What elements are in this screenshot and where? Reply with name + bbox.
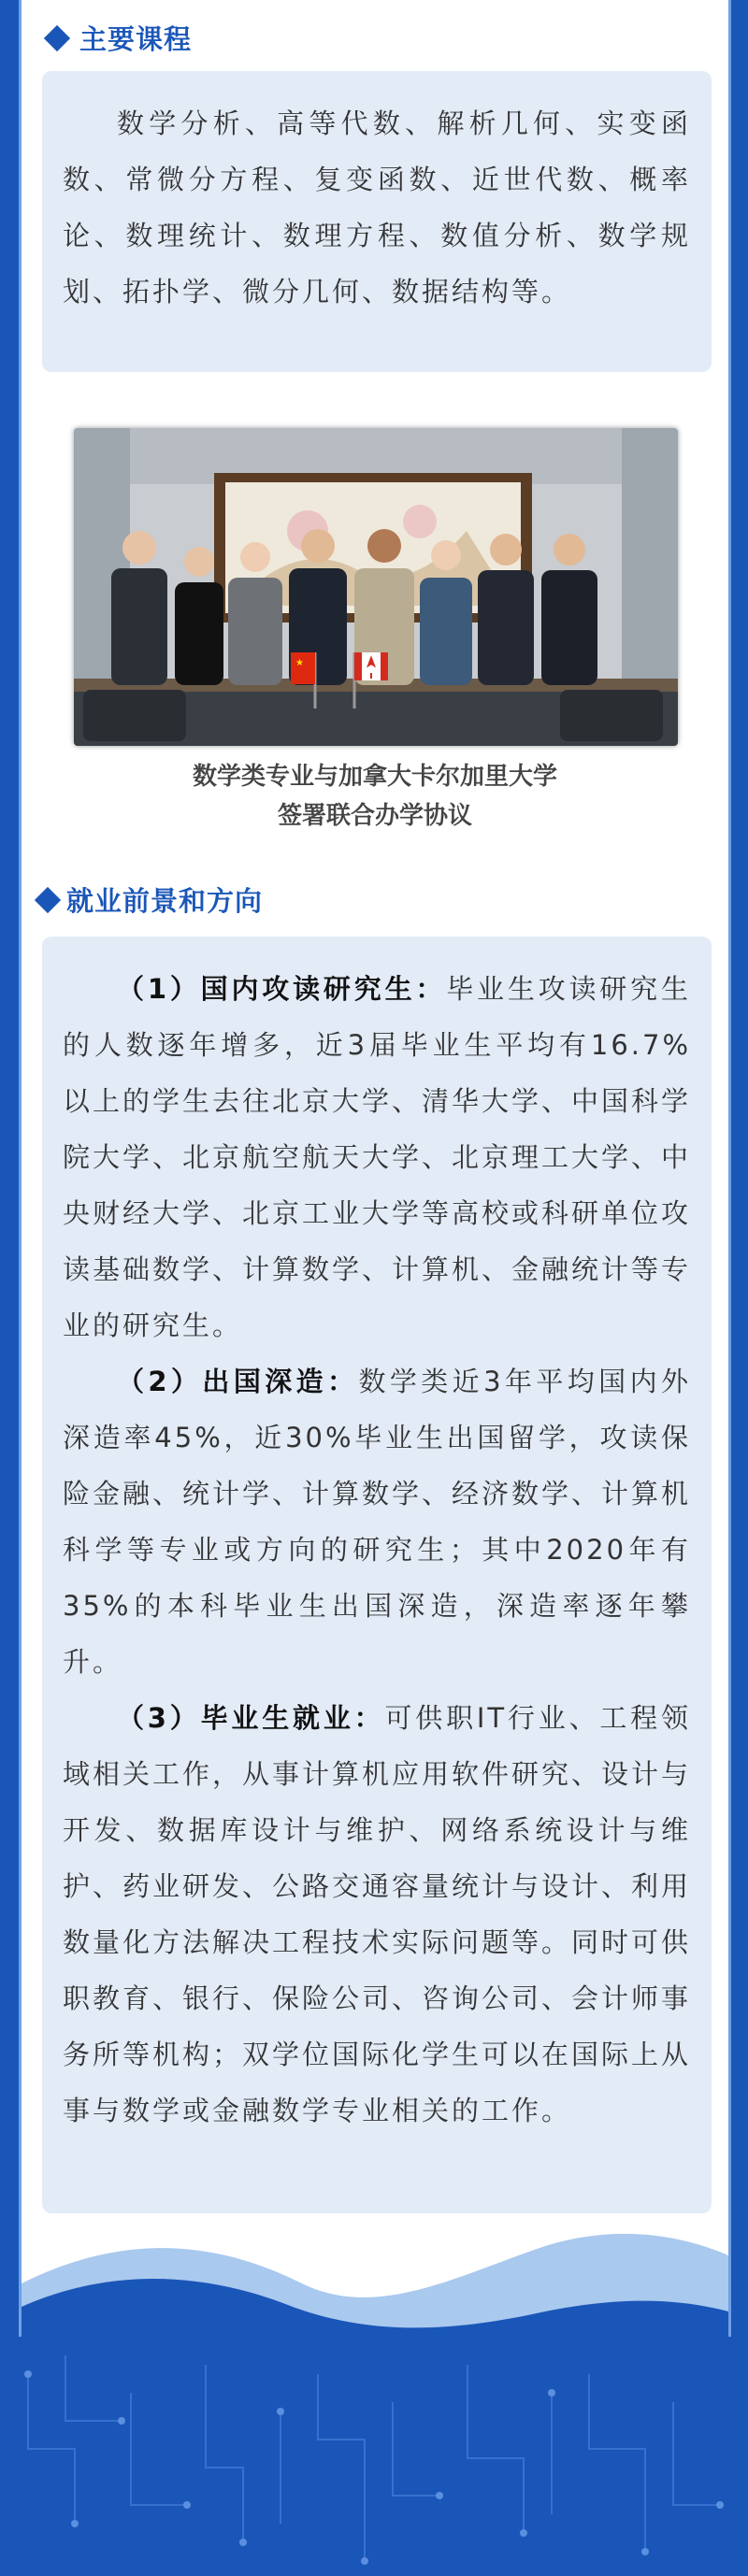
photo-caption xyxy=(22,757,728,836)
content-card xyxy=(19,0,731,2352)
career-item-3 xyxy=(63,1690,691,2139)
career-item-text: 数学类近3年平均国内外深造率45%，近30%毕业生出国留学，攻读保险金融、统计学、计算数学、经济数学、计算机科学等专业或方向的研究生；其中2020年有35%的本科毕业生出国深造，深造率逐年攀升。 xyxy=(63,1366,692,1678)
career-item-text: 可供职IT行业、工程领域相关工作，从事计算机应用软件研究、设计与开发、数据库设计与维护、网络系统设计与维护、药业研发、公路交通容量统计与设计、利用数量化方法解决工程技术实际问题等。同时可供职教育、银行、保险公司、咨询公司、会计师事务所等机构；双学位国际化学生可以在国际上从事与数学或金融数学专业相关的工作。 xyxy=(63,1702,692,2126)
career-item-heading: （2）出国深造： xyxy=(117,1366,359,1397)
diamond-icon xyxy=(44,24,70,50)
diamond-icon xyxy=(35,886,61,912)
courses-panel xyxy=(42,71,712,372)
career-item-heading: （3）毕业生就业： xyxy=(117,1702,385,1734)
courses-paragraph: 数学分析、高等代数、解析几何、实变函数、常微分方程、复变函数、近世代数、概率论、数理统计、数理方程、数值分析、数学规划、拓扑学、微分几何、数据结构等。 xyxy=(63,107,691,308)
career-item-2 xyxy=(63,1353,691,1690)
career-item-1 xyxy=(63,961,691,1353)
section-title-text: 主要课程 xyxy=(79,23,193,55)
caption-line-1: 数学类专业与加拿大卡尔加里大学 xyxy=(192,763,557,791)
career-panel xyxy=(42,937,712,2213)
section-title-courses xyxy=(44,19,192,57)
circuit-board-decoration xyxy=(0,2337,748,2576)
signing-photo xyxy=(74,428,678,746)
career-item-heading: （1）国内攻读研究生： xyxy=(117,973,447,1005)
career-item-text: 毕业生攻读研究生的人数逐年增多，近3届毕业生平均有16.7%以上的学生去往北京大学、清华大学、中国科学院大学、北京航空航天大学、北京理工大学、中央财经大学、北京工业大学等高校或科研单位攻读基础数学、计算数学、计算机、金融统计等专业的研究生。 xyxy=(63,973,692,1341)
section-title-text: 就业前景和方向 xyxy=(66,885,264,917)
svg-text:★: ★ xyxy=(295,658,304,668)
caption-line-2: 签署联合办学协议 xyxy=(277,802,472,830)
bottom-wave-decoration xyxy=(22,2218,728,2349)
section-title-career xyxy=(35,880,263,919)
